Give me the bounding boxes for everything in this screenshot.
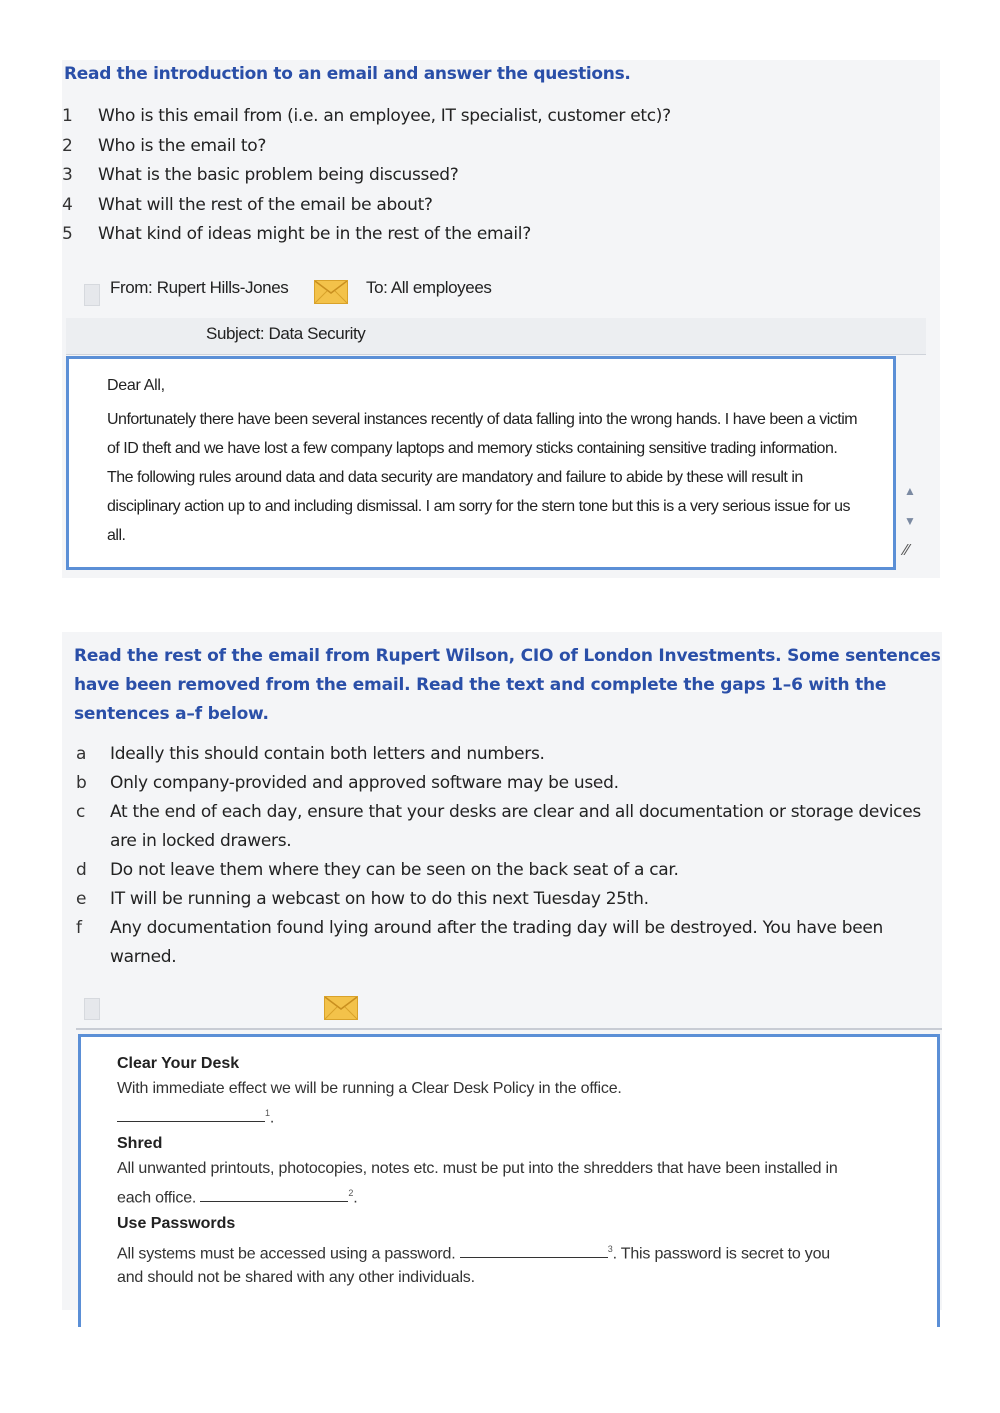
- section-sentence: All systems must be accessed using a password.: [117, 1245, 456, 1263]
- email-body[interactable]: [66, 356, 896, 570]
- gap-blank[interactable]: [117, 1107, 265, 1122]
- sentence-letter: c: [76, 802, 86, 822]
- sentence-text: Ideally this should contain both letters and numbers.: [110, 744, 545, 764]
- section-sentence: All unwanted printouts, photocopies, notes etc. must be put into the shredders that have been installed in each office.: [117, 1160, 838, 1207]
- checkbox-icon[interactable]: [84, 284, 100, 306]
- sentence-letter: f: [76, 918, 82, 938]
- question-number: 5: [62, 224, 73, 244]
- email-subject: Subject: Data Security: [206, 324, 366, 343]
- section-text: [117, 1237, 847, 1290]
- section-sentence-end: . This password is secret to you and should not be shared with any other individuals.: [117, 1245, 830, 1287]
- scrollbar[interactable]: [898, 470, 922, 570]
- sentence-letter: d: [76, 860, 87, 880]
- sentence-text: Only company-provided and approved software may be used.: [110, 773, 619, 793]
- section-sentence: With immediate effect we will be running a Clear Desk Policy in the office.: [117, 1080, 622, 1097]
- section-text: [117, 1157, 847, 1210]
- sentence-letter: e: [76, 889, 87, 909]
- email-subject-bar: [66, 318, 926, 355]
- sentence-text: At the end of each day, ensure that your desks are clear and all documentation or storage devices are in locked drawers.: [110, 802, 921, 851]
- sentence-text: Any documentation found lying around after the trading day will be destroyed. You have been warned.: [110, 918, 884, 967]
- scroll-up-icon[interactable]: ▲: [904, 484, 916, 498]
- sentence-text: IT will be running a webcast on how to do this next Tuesday 25th.: [110, 889, 649, 909]
- email-body[interactable]: [78, 1034, 940, 1327]
- question-number: 2: [62, 135, 73, 156]
- email-header: [76, 994, 942, 1030]
- email-to: To: All employees: [366, 278, 492, 297]
- checkbox-icon[interactable]: [84, 998, 100, 1020]
- gap-blank[interactable]: [200, 1187, 348, 1202]
- section-text: [117, 1077, 847, 1130]
- sentence-text: Do not leave them where they can be seen on the back seat of a car.: [110, 860, 679, 880]
- exercise-2-panel: [62, 632, 942, 1310]
- email-greeting: Dear All,: [107, 377, 165, 394]
- question-text: What kind of ideas might be in the rest of the email?: [98, 224, 531, 244]
- email-from: From: Rupert Hills-Jones: [110, 278, 289, 297]
- email-paragraph: Unfortunately there have been several instances recently of data falling into the wrong hands. I have been a victim of ID theft and we have lost a few company laptops and memory sticks containing sensitive trading information. The following rules around data and data security are mandatory and failure to abide by these will result in disciplinary action up to and including dismissal. I am sorry for the stern tone but this is a very serious issue for us all.: [107, 411, 858, 544]
- envelope-icon: [324, 996, 358, 1020]
- exercise-1-instruction: Read the introduction to an email and answer the questions.: [64, 64, 631, 84]
- section-title: Shred: [117, 1135, 163, 1152]
- sentence-letter: a: [76, 744, 87, 764]
- question-text: Who is this email from (i.e. an employee, IT specialist, customer etc)?: [98, 106, 671, 126]
- question-number: 4: [62, 194, 73, 215]
- gap-number: 1: [265, 1108, 270, 1118]
- question-number: 3: [62, 165, 73, 185]
- section-title: Use Passwords: [117, 1215, 236, 1232]
- scroll-down-icon[interactable]: ▼: [904, 514, 916, 528]
- section-sentence-end: .: [353, 1189, 358, 1207]
- section-sentence-end: .: [269, 1109, 275, 1127]
- email-header: [66, 272, 926, 320]
- gap-blank[interactable]: [460, 1243, 608, 1258]
- question-number: 1: [62, 106, 73, 126]
- exercise-2-instruction: Read the rest of the email from Rupert Wilson, CIO of London Investments. Some sentences have been removed from the email. Read the text and complete the gaps 1–6 with the sentences a–f below.: [74, 646, 941, 724]
- section-title: Clear Your Desk: [117, 1055, 240, 1072]
- exercise-1-panel: [62, 60, 940, 578]
- envelope-icon: [314, 280, 348, 304]
- question-text: What will the rest of the email be about?: [98, 194, 433, 215]
- gap-number: 2: [348, 1188, 354, 1198]
- question-text: What is the basic problem being discussed?: [98, 165, 459, 185]
- resize-grip-icon[interactable]: ⁄⁄: [904, 542, 910, 559]
- gap-number: 3: [607, 1244, 613, 1254]
- question-text: Who is the email to?: [98, 135, 267, 156]
- sentence-letter: b: [76, 773, 87, 793]
